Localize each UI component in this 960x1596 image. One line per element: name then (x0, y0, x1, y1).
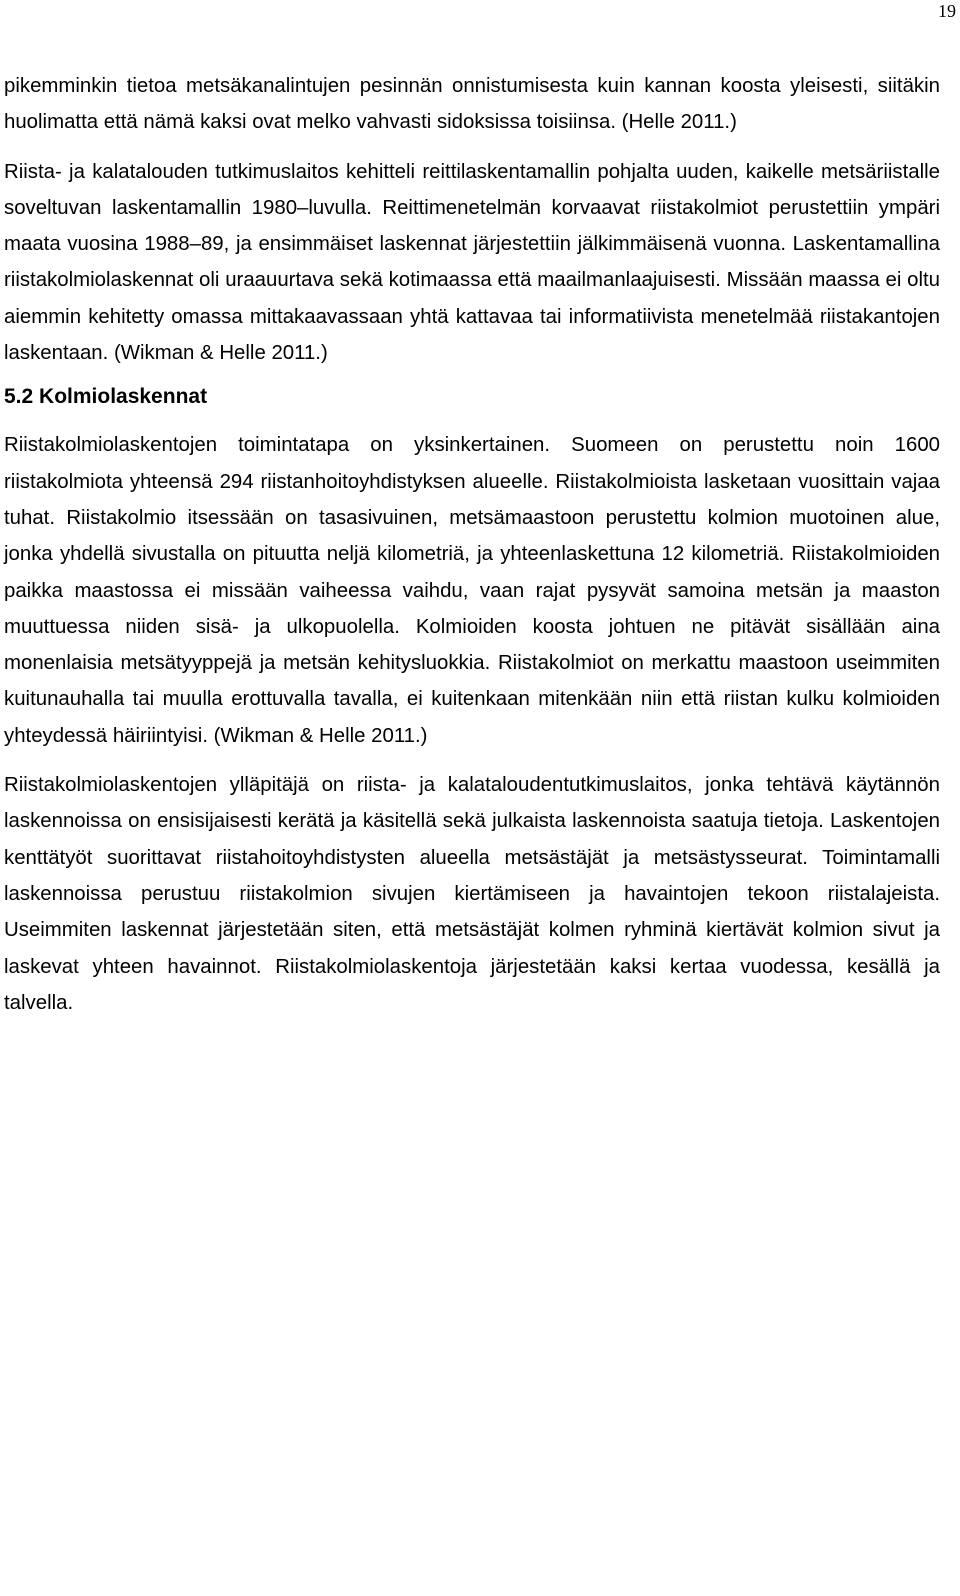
paragraph-3: Riistakolmiolaskentojen toimintatapa on yksinkertainen. Suomeen on perustettu noin 1600 riistakolmiota yhteensä 294 riistanhoitoyhdistyksen alueelle. Riistakolmioista lasketaan vuosittain vajaa tuhat. Riistakolmio itsessään on tasasivuinen, metsämaastoon perustettu kolmion muotoinen alue, jonka yhdellä sivustalla on pituutta neljä kilometriä, ja yhteenlaskettuna 12 kilometriä. Riistakolmioiden paikka maastossa ei missään vaiheessa vaihdu, vaan rajat pysyvät samoina metsän ja maaston muuttuessa niiden sisä- ja ulkopuolella. Kolmioiden koosta johtuen ne pitävät sisällään aina monenlaisia metsätyyppejä ja metsän kehitysluokkia. Riistakolmiot on merkattu maastoon useimmiten kuitunauhalla tai muulla erottuvalla tavalla, ei kuitenkaan mitenkään niin että riistan kulku kolmioiden yhteydessä häiriintyisi. (Wikman & Helle 2011.) (4, 434, 940, 747)
paragraph-1: pikemminkin tietoa metsäkanalintujen pesinnän onnistumisesta kuin kannan koosta yleisesti, siitäkin huolimatta että nämä kaksi ovat melko vahvasti sidoksissa toisiinsa. (Helle 2011.) (4, 75, 940, 134)
page-number: 19 (938, 1, 956, 21)
section-heading: 5.2 Kolmiolaskennat (4, 385, 208, 409)
document-body (4, 68, 940, 1021)
paragraph-4: Riistakolmiolaskentojen ylläpitäjä on riista- ja kalataloudentutkimuslaitos, jonka tehtävä käytännön laskennoissa on ensisijaisesti kerätä ja käsitellä sekä julkaista laskennoista saatuja tietoja. Laskentojen kenttätyöt suorittavat riistahoitoyhdistysten alueella metsästäjät ja metsästysseurat. Toimintamalli laskennoissa perustuu riistakolmion sivujen kiertämiseen ja havaintojen tekoon riistalajeista. Useimmiten laskennat järjestetään siten, että metsästäjät kolmen ryhminä kiertävät kolmion sivut ja laskevat yhteen havainnot. Riistakolmiolaskentoja järjestetään kaksi kertaa vuodessa, kesällä ja talvella. (4, 774, 940, 1014)
paragraph-2: Riista- ja kalatalouden tutkimuslaitos kehitteli reittilaskentamallin pohjalta uuden, kaikelle metsäriistalle soveltuvan laskentamallin 1980–luvulla. Reittimenetelmän korvaavat riistakolmiot perustettiin ympäri maata vuosina 1988–89, ja ensimmäiset laskennat järjestettiin jälkimmäisenä vuonna. Laskentamallina riistakolmiolaskennat oli uraauurtava sekä kotimaassa että maailmanlaajuisesti. Missään maassa ei oltu aiemmin kehitetty omassa mittakaavassaan yhtä kattavaa tai informatiivista menetelmää riistakantojen laskentaan. (Wikman & Helle 2011.) (4, 160, 940, 365)
